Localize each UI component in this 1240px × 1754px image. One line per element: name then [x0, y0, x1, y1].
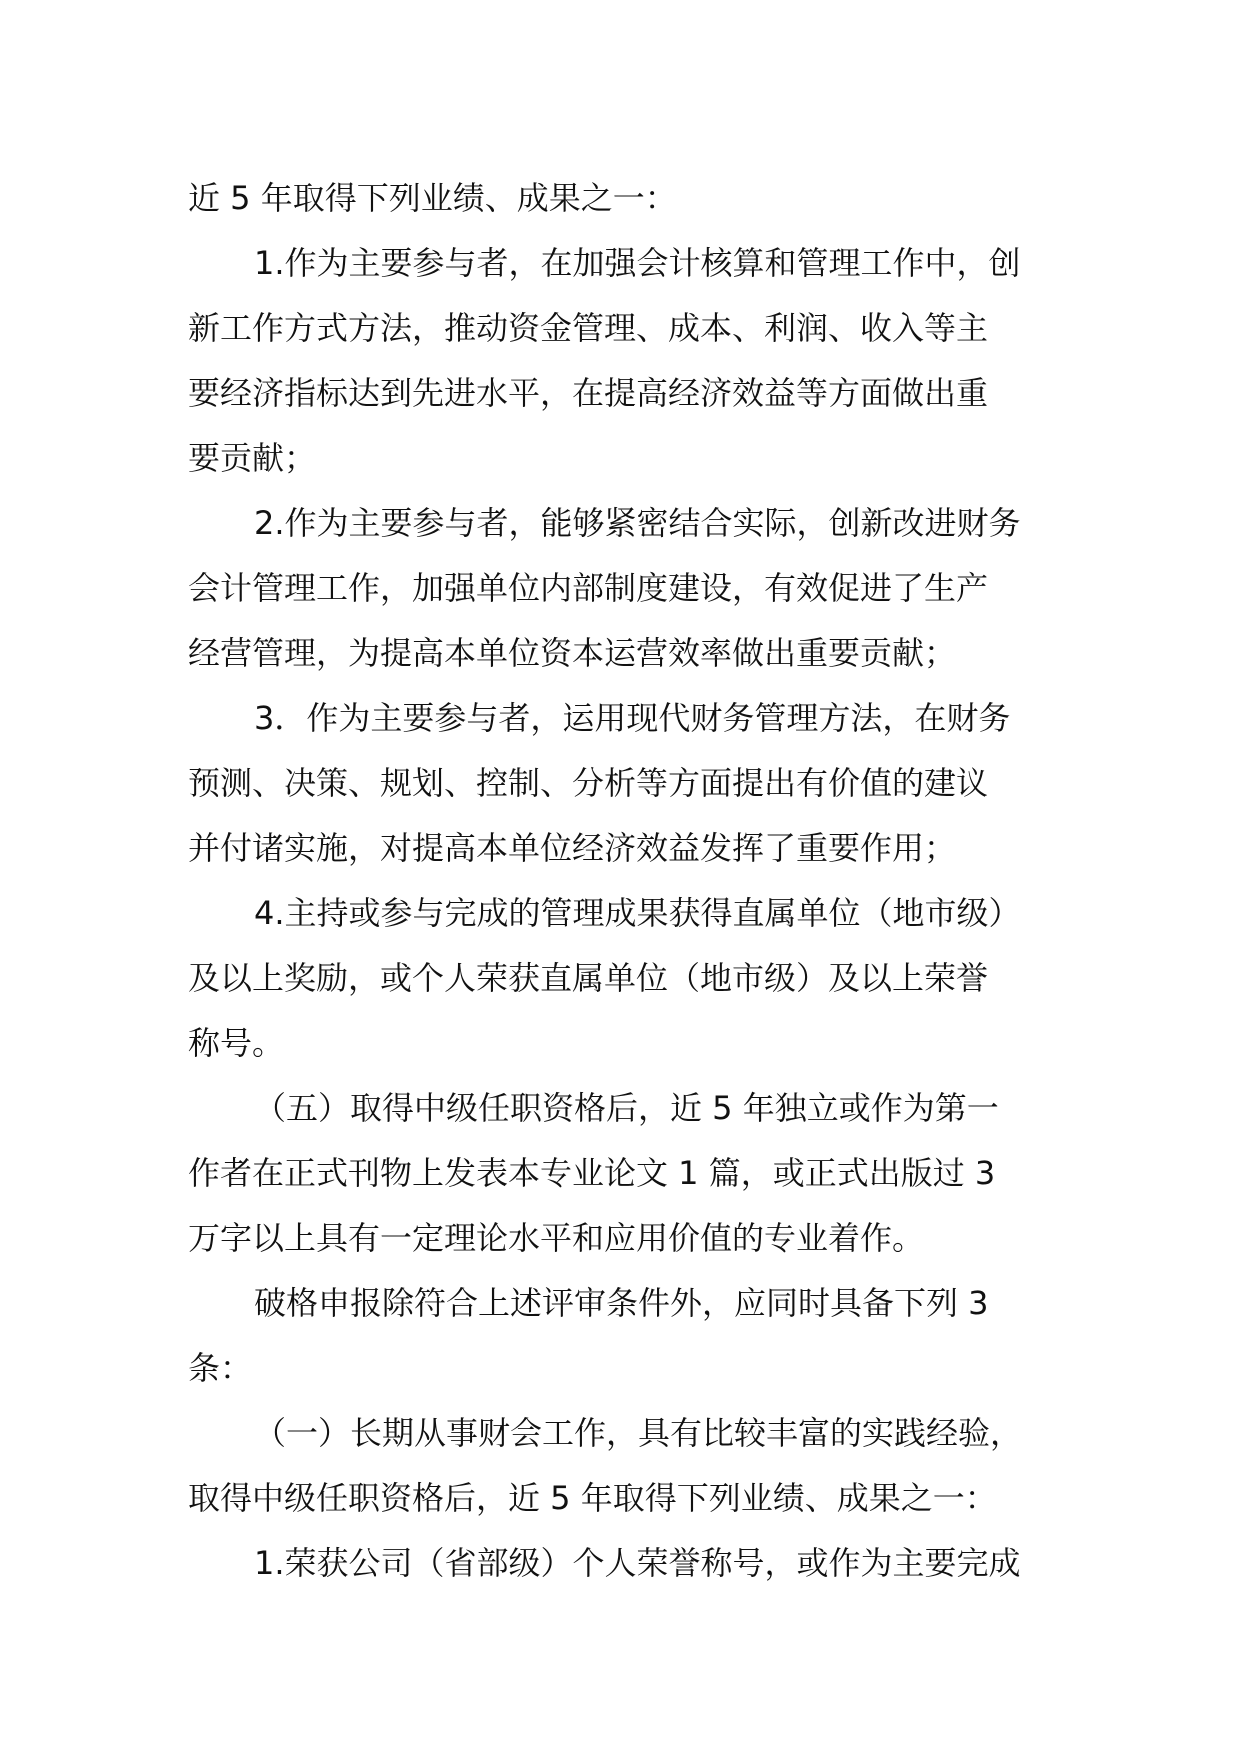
text-line: 取得中级任职资格后，近 5 年取得下列业绩、成果之一：: [188, 1479, 997, 1517]
text-line: 会计管理工作，加强单位内部制度建设，有效促进了生产: [188, 569, 989, 607]
text-line: 经营管理，为提高本单位资本运营效率做出重要贡献；: [188, 634, 957, 672]
text-line: 要贡献；: [188, 439, 317, 477]
document-body: [188, 166, 1064, 1596]
list-item-4-line: 4.主持或参与完成的管理成果获得直属单位（地市级）: [254, 894, 1021, 932]
text-line: 称号。: [188, 1024, 285, 1062]
text-line: 及以上奖励，或个人荣获直属单位（地市级）及以上荣誉: [188, 959, 989, 997]
text-line: 作者在正式刊物上发表本专业论文 1 篇，或正式出版过 3: [188, 1154, 996, 1192]
text-line: 近 5 年取得下列业绩、成果之一：: [188, 179, 677, 217]
section-1-line: （一）长期从事财会工作，具有比较丰富的实践经验，: [254, 1414, 1023, 1452]
text-line: 万字以上具有一定理论水平和应用价值的专业着作。: [188, 1219, 925, 1257]
list-item-2-line: 2.作为主要参与者，能够紧密结合实际，创新改进财务: [254, 504, 1021, 542]
text-line: 并付诸实施，对提高本单位经济效益发挥了重要作用；: [188, 829, 957, 867]
list-item-1-line: 1.荣获公司（省部级）个人荣誉称号，或作为主要完成: [254, 1544, 1021, 1582]
section-5-line: （五）取得中级任职资格后，近 5 年独立或作为第一: [254, 1089, 999, 1127]
text-line: 预测、决策、规划、控制、分析等方面提出有价值的建议: [188, 764, 989, 802]
text-line: 条：: [188, 1349, 253, 1387]
text-line: 要经济指标达到先进水平，在提高经济效益等方面做出重: [188, 374, 989, 412]
exception-paragraph-line: 破格申报除符合上述评审条件外，应同时具备下列 3: [254, 1284, 989, 1322]
list-item-3-line: 3．作为主要参与者，运用现代财务管理方法，在财务: [254, 699, 1011, 737]
text-line: 新工作方式方法，推动资金管理、成本、利润、收入等主: [188, 309, 989, 347]
list-item-1-line: 1.作为主要参与者，在加强会计核算和管理工作中，创: [254, 244, 1021, 282]
